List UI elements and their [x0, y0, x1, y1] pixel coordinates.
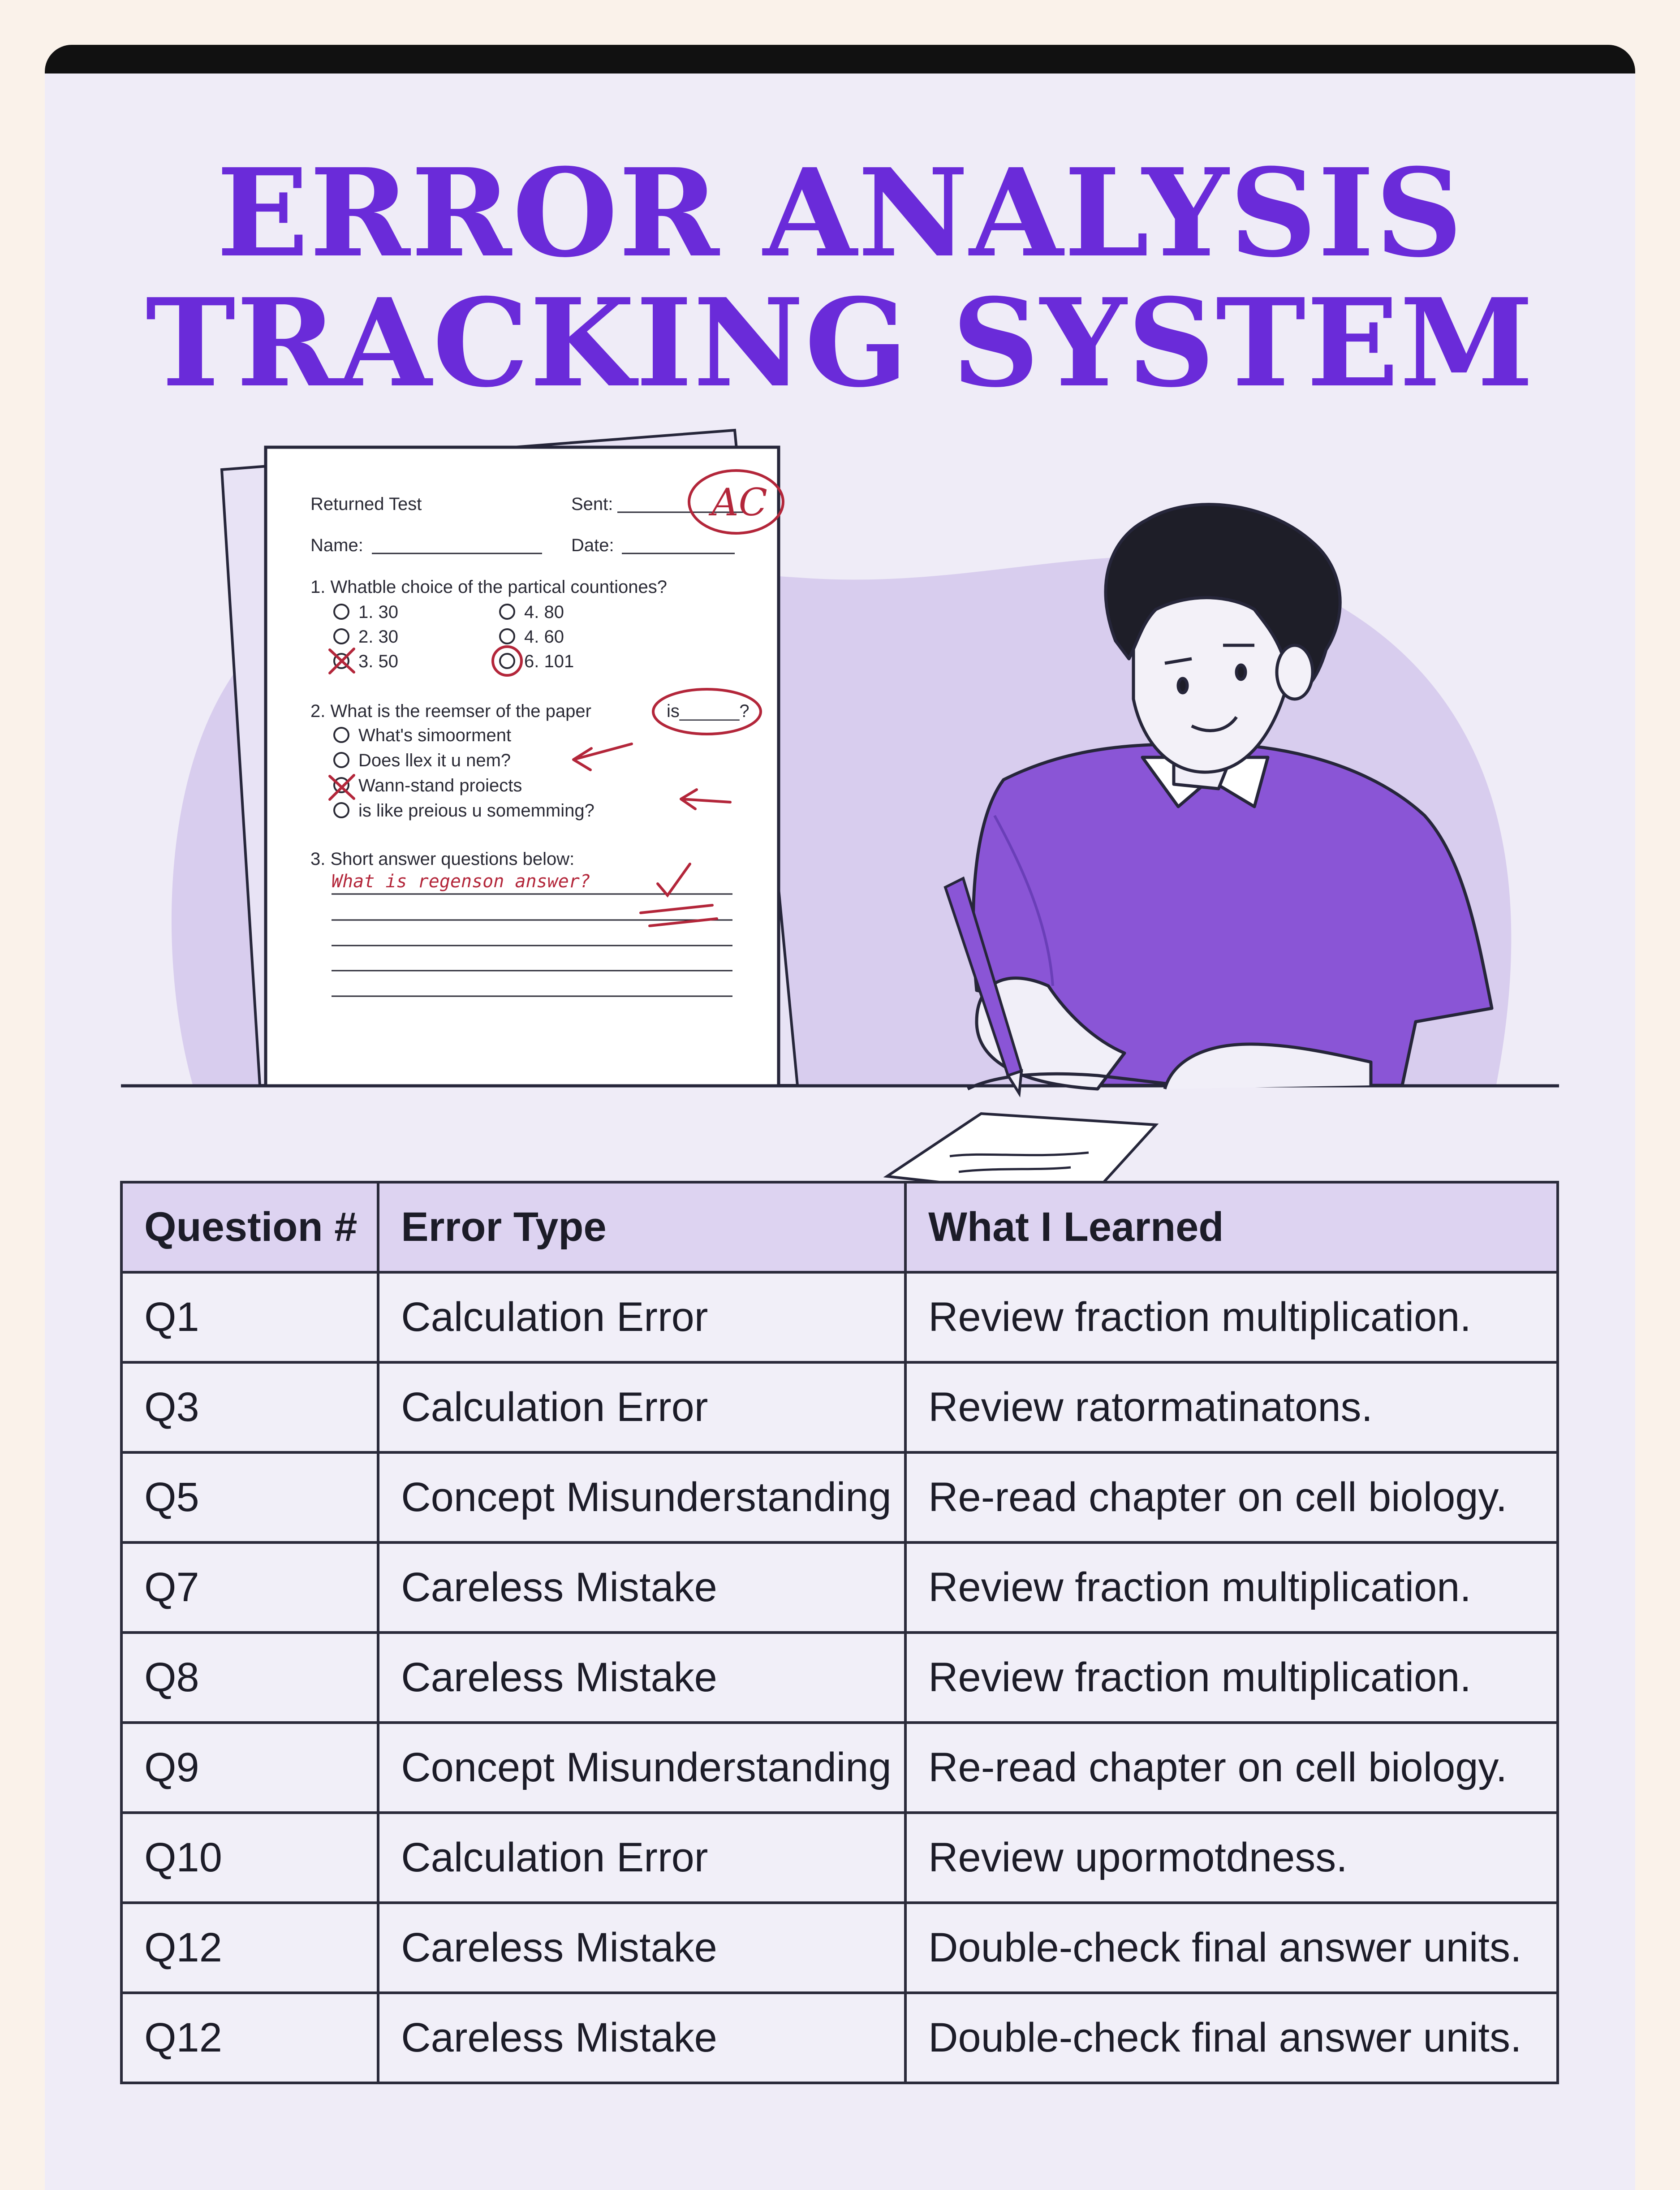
q1-option-2: 4. 80	[524, 602, 564, 622]
q2-option-1: What's simoorment	[358, 726, 512, 745]
cell-question: Q8	[121, 1633, 378, 1723]
cell-error-type: Careless Mistake	[378, 1903, 905, 1993]
q1-option-1: 1. 30	[358, 602, 398, 622]
cell-error-type: Calculation Error	[378, 1813, 905, 1903]
cell-question: Q1	[121, 1272, 378, 1362]
cell-error-type: Calculation Error	[378, 1362, 905, 1452]
test-heading: Returned Test	[310, 494, 422, 514]
cell-error-type: Careless Mistake	[378, 1542, 905, 1633]
title-line-1: ERROR ANALYSIS	[216, 142, 1464, 284]
cell-learned: Review fraction multiplication.	[905, 1272, 1558, 1362]
table-row	[121, 1362, 1558, 1452]
q1-option-5: 3. 50	[358, 652, 398, 671]
date-label: Date:	[571, 536, 614, 555]
q2-blank: is______?	[667, 701, 750, 721]
table-row	[121, 1452, 1558, 1542]
table-header-row	[121, 1182, 1558, 1272]
table-row	[121, 1272, 1558, 1362]
cell-error-type: Concept Misunderstanding	[378, 1452, 905, 1542]
handwritten-answer: What is regenson answer?	[332, 871, 590, 892]
header-learned: What I Learned	[905, 1182, 1558, 1272]
error-table-container	[120, 1181, 1559, 2084]
sent-label: Sent:	[571, 494, 613, 514]
student-illustration	[45, 45, 1635, 1255]
q2-option-2: Does llex it u nem?	[358, 751, 511, 770]
cell-question: Q9	[121, 1723, 378, 1813]
cell-question: Q3	[121, 1362, 378, 1452]
cell-learned: Re-read chapter on cell biology.	[905, 1452, 1558, 1542]
table-row	[121, 1633, 1558, 1723]
table-row	[121, 1993, 1558, 2083]
grade-mark: AC	[711, 480, 767, 524]
name-label: Name:	[310, 536, 363, 555]
header-question: Question #	[121, 1182, 378, 1272]
header-error-type: Error Type	[378, 1182, 905, 1272]
cell-question: Q10	[121, 1813, 378, 1903]
cell-learned: Review ratormatinatons.	[905, 1362, 1558, 1452]
cell-learned: Double-check final answer units.	[905, 1903, 1558, 1993]
title-line-2: TRACKING SYSTEM	[145, 272, 1535, 414]
poster-card	[45, 45, 1635, 2190]
cell-question: Q5	[121, 1452, 378, 1542]
table-row	[121, 1813, 1558, 1903]
cell-learned: Double-check final answer units.	[905, 1993, 1558, 2083]
cell-error-type: Careless Mistake	[378, 1633, 905, 1723]
q2-option-3: Wann-stand proiects	[358, 776, 522, 795]
q2-option-4: is like preious u somemming?	[358, 801, 594, 821]
q1-option-3: 2. 30	[358, 627, 398, 647]
cell-learned: Review fraction multiplication.	[905, 1542, 1558, 1633]
cell-error-type: Concept Misunderstanding	[378, 1723, 905, 1813]
cell-error-type: Careless Mistake	[378, 1993, 905, 2083]
q1-option-4: 4. 60	[524, 627, 564, 647]
cell-learned: Review upormotdness.	[905, 1813, 1558, 1903]
table-row	[121, 1542, 1558, 1633]
q1-option-6: 6. 101	[524, 652, 574, 671]
question-2: 2. What is the reemser of the paper	[310, 701, 591, 721]
question-1: 1. Whatble choice of the partical countiones?	[310, 577, 668, 597]
table-row	[121, 1903, 1558, 1993]
cell-learned: Review fraction multiplication.	[905, 1633, 1558, 1723]
cell-question: Q7	[121, 1542, 378, 1633]
cell-error-type: Calculation Error	[378, 1272, 905, 1362]
cell-question: Q12	[121, 1903, 378, 1993]
table-row	[121, 1723, 1558, 1813]
cell-question: Q12	[121, 1993, 378, 2083]
error-table	[120, 1181, 1559, 2084]
cell-learned: Re-read chapter on cell biology.	[905, 1723, 1558, 1813]
question-3: 3. Short answer questions below:	[310, 849, 575, 869]
